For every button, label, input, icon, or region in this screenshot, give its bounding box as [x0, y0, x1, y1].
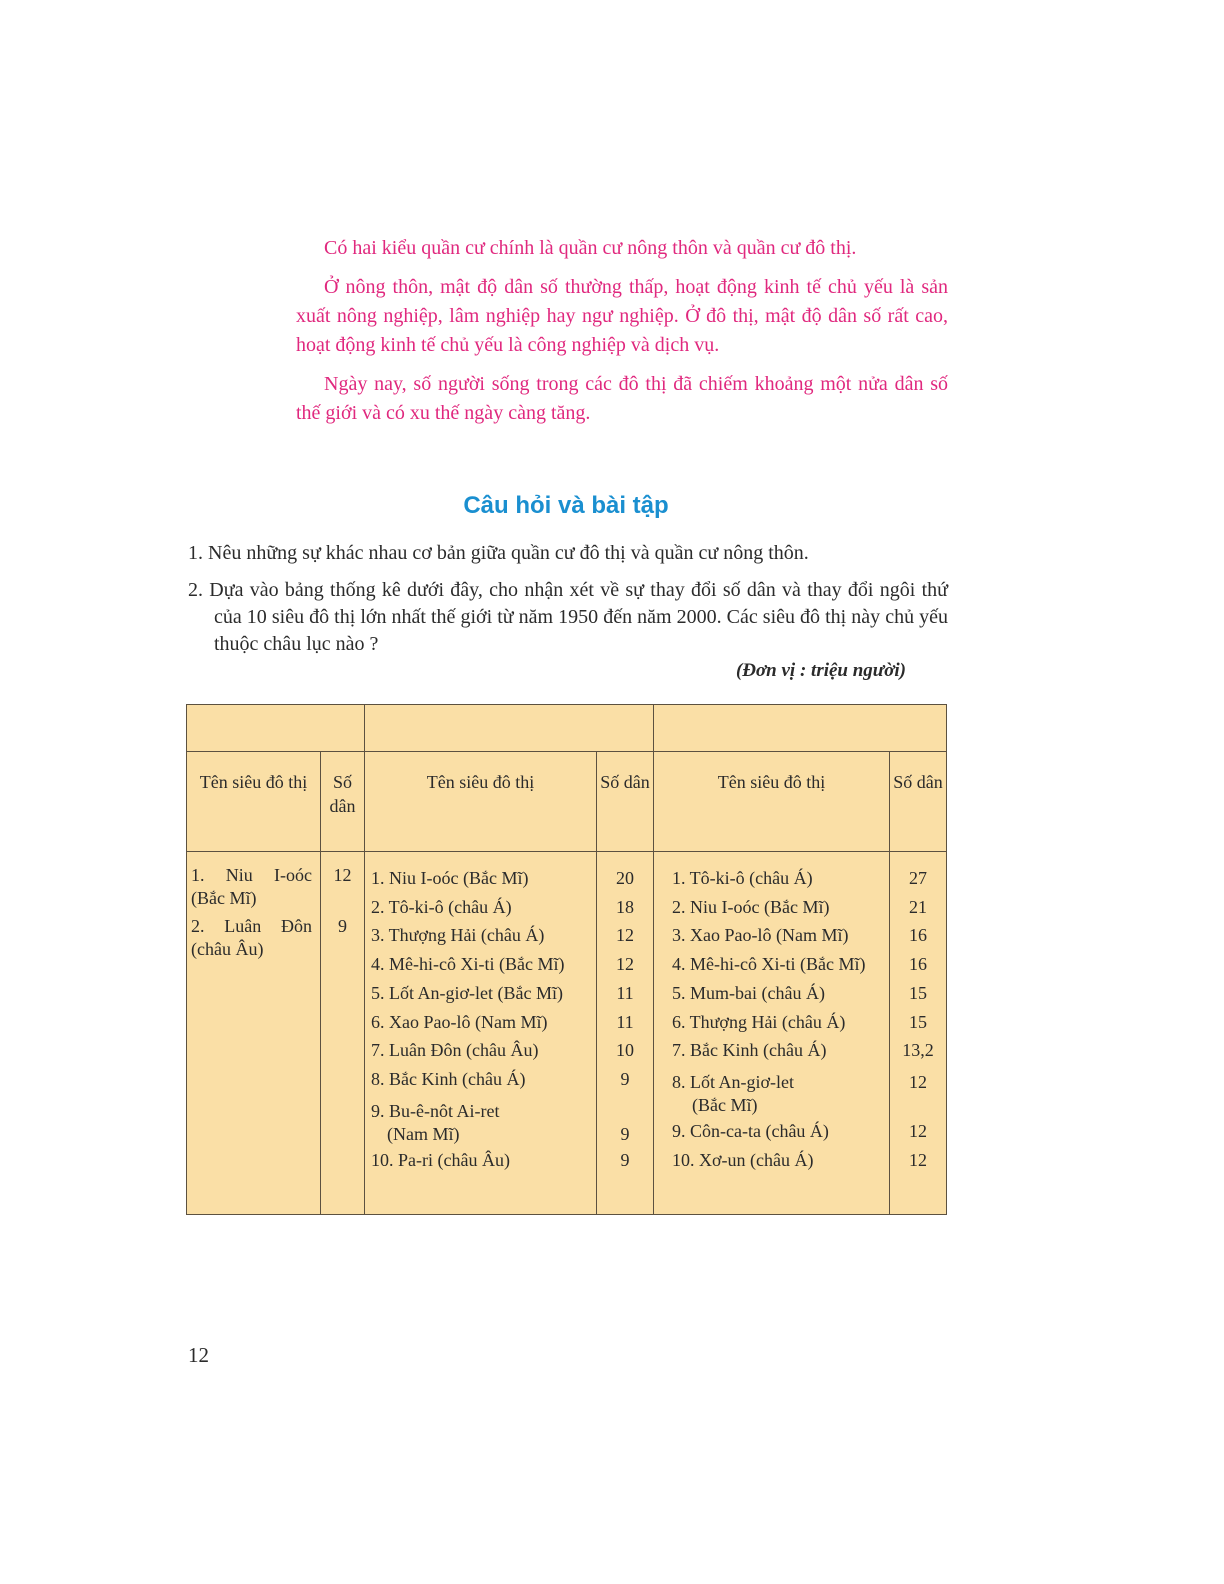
- column-header-pop: Số dân: [597, 752, 654, 852]
- column-header-name: Tên siêu đô thị: [654, 752, 890, 852]
- column-header-pop: Số dân: [890, 752, 947, 852]
- city-pop: 12: [333, 865, 352, 885]
- city-pop: 20: [616, 868, 634, 888]
- question-item: 2. Dựa vào bảng thống kê dưới đây, cho nhận xét về sự thay đổi số dân và thay đổi ngôi thứ của 10 siêu đô thị lớn nhất thế giới từ năm 1950 đến năm 2000. Các siêu đô thị này chủ yếu thuộc châu lục nào ?: [188, 579, 948, 655]
- city-name: 1. Niu I-oóc (Bắc Mĩ): [191, 865, 312, 908]
- city-name: 6. Xao Pao-lô (Nam Mĩ): [371, 1011, 548, 1032]
- column-header-pop: Số dân: [321, 752, 365, 852]
- lesson-summary: [296, 234, 948, 438]
- table-body-row: [187, 852, 947, 1215]
- city-name: 1. Tô-ki-ô (châu Á): [672, 868, 813, 888]
- pops-1950: [321, 852, 365, 1215]
- question-list: [188, 540, 948, 668]
- city-name: 7. Luân Đôn (châu Âu): [371, 1040, 539, 1061]
- city-pop: 9: [338, 916, 347, 936]
- city-pop: [598, 1094, 652, 1123]
- year-header-1975: [365, 705, 654, 752]
- summary-paragraph: Có hai kiểu quần cư chính là quần cư nông thôn và quần cư đô thị.: [324, 237, 857, 259]
- page-number: 12: [188, 1343, 209, 1367]
- city-name: 5. Lốt An-giơ-let (Bắc Mĩ): [371, 982, 563, 1003]
- summary-paragraph: Ngày nay, số người sống trong các đô thị đã chiếm khoảng một nửa dân số thế giới và có xu thế ngày càng tăng.: [296, 373, 948, 424]
- pops-2000: [890, 852, 947, 1215]
- city-name: 6. Thượng Hải (châu Á): [672, 1011, 846, 1032]
- city-name: (Nam Mĩ): [387, 1123, 460, 1144]
- city-name: 4. Mê-hi-cô Xi-ti (Bắc Mĩ): [672, 954, 866, 975]
- city-pop: 16: [909, 954, 927, 975]
- city-pop: [891, 1094, 945, 1117]
- city-pop: 16: [909, 925, 927, 946]
- city-name: 2. Tô-ki-ô (châu Á): [371, 896, 512, 917]
- city-pop: 12: [616, 954, 634, 975]
- pops-1975: [597, 852, 654, 1215]
- city-pop: 9: [620, 1149, 630, 1170]
- column-header-row: [187, 752, 947, 852]
- year-header-2000: [654, 705, 947, 752]
- city-pop: 12: [616, 925, 634, 946]
- city-name: 2. Niu I-oóc (Bắc Mĩ): [672, 896, 830, 917]
- city-name: 8. Bắc Kinh (châu Á): [371, 1068, 526, 1089]
- city-pop: 9: [620, 1068, 630, 1089]
- summary-paragraph: Ở nông thôn, mật độ dân số thường thấp, hoạt động kinh tế chủ yếu là sản xuất nông nghiệp, lâm nghiệp hay ngư nghiệp. Ở đô thị, mật độ dân số rất cao, hoạt động kinh tế chủ yếu là công nghiệp và dịch vụ.: [296, 276, 948, 356]
- city-name: 9. Côn-ca-ta (châu Á): [672, 1120, 829, 1141]
- city-pop: 9: [620, 1123, 630, 1144]
- column-header-name: Tên siêu đô thị: [365, 752, 597, 852]
- megacity-table: [186, 704, 947, 1215]
- section-title: Câu hỏi và bài tập: [463, 492, 669, 519]
- city-name: 3. Xao Pao-lô (Nam Mĩ): [672, 925, 849, 946]
- city-pop: 21: [909, 896, 927, 917]
- names-2000: [654, 852, 890, 1215]
- city-name: 8. Lốt An-giơ-let: [672, 1071, 795, 1092]
- city-pop: 15: [909, 1011, 927, 1032]
- city-name: 4. Mê-hi-cô Xi-ti (Bắc Mĩ): [371, 954, 565, 975]
- city-pop: 27: [909, 868, 927, 888]
- city-name: 2. Luân Đôn (châu Âu): [191, 916, 312, 959]
- city-name: 10. Xơ-un (châu Á): [672, 1149, 814, 1170]
- column-header-name: Tên siêu đô thị: [187, 752, 321, 852]
- city-pop: 12: [909, 1071, 927, 1092]
- names-1975: [365, 852, 597, 1215]
- year-header-1950: [187, 705, 365, 752]
- city-pop: 12: [909, 1120, 927, 1141]
- city-pop: 15: [909, 982, 927, 1003]
- city-pop: 18: [616, 896, 634, 917]
- city-name: 7. Bắc Kinh (châu Á): [672, 1040, 827, 1061]
- names-1950: [187, 852, 321, 1215]
- city-name: 9. Bu-ê-nôt Ai-ret: [371, 1100, 500, 1121]
- city-pop: 13,2: [902, 1040, 934, 1061]
- city-name: 10. Pa-ri (châu Âu): [371, 1149, 510, 1170]
- city-name: 1. Niu I-oóc (Bắc Mĩ): [371, 868, 529, 888]
- city-pop: 11: [616, 1011, 634, 1032]
- city-pop: 12: [909, 1149, 927, 1170]
- city-pop: 11: [616, 982, 634, 1003]
- unit-note: (Đơn vị : triệu người): [735, 660, 906, 681]
- year-header-row: [187, 705, 947, 752]
- question-item: 1. Nêu những sự khác nhau cơ bản giữa quần cư đô thị và quần cư nông thôn.: [188, 542, 809, 564]
- city-name: (Bắc Mĩ): [692, 1094, 758, 1115]
- city-name: 5. Mum-bai (châu Á): [672, 982, 825, 1003]
- city-pop: 10: [616, 1040, 634, 1061]
- city-name: 3. Thượng Hải (châu Á): [371, 925, 545, 946]
